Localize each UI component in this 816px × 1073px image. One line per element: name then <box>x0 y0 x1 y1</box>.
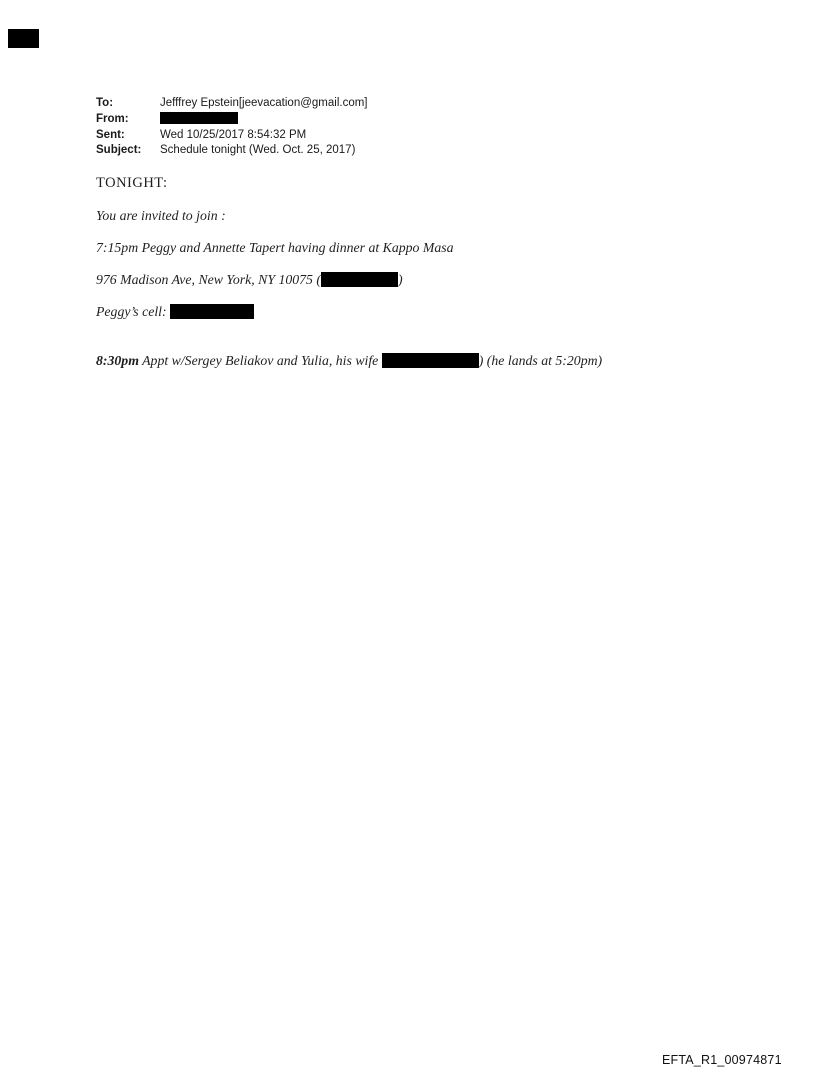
body-text-segment: 8:30pm <box>96 353 139 368</box>
body-text-segment: ) <box>397 272 403 287</box>
bates-number: EFTA_R1_00974871 <box>662 1053 782 1067</box>
redaction-bar <box>382 353 479 368</box>
header-field-value <box>160 111 238 127</box>
header-field-value: Schedule tonight (Wed. Oct. 25, 2017) <box>160 143 356 156</box>
header-field-value: Jefffrey Epstein[jeevacation@gmail.com] <box>160 97 368 109</box>
body-paragraph <box>96 208 756 224</box>
header-field-label: To: <box>96 97 114 109</box>
corner-redaction-mark <box>8 29 39 48</box>
header-field-label: Subject: <box>96 143 142 156</box>
header-field-label: Sent: <box>96 128 125 141</box>
email-body-paragraphs <box>96 208 756 369</box>
email-body <box>96 175 756 385</box>
body-paragraph <box>96 353 756 369</box>
body-text-segment: You are invited to join : <box>96 208 226 223</box>
email-header <box>96 96 368 158</box>
header-field-row <box>96 128 368 143</box>
header-field-value: Wed 10/25/2017 8:54:32 PM <box>160 128 307 141</box>
body-heading: TONIGHT: <box>96 175 168 191</box>
header-field-label: From: <box>96 113 129 126</box>
header-field-row <box>96 96 368 111</box>
header-field-row <box>96 143 368 158</box>
body-text-segment: 7:15pm Peggy and Annette Tapert having dinner at Kappo Masa <box>96 240 454 255</box>
redaction-bar <box>321 272 398 287</box>
body-paragraph <box>96 304 756 320</box>
body-text-segment: ) (he lands at 5:20pm) <box>478 353 603 368</box>
redaction-bar <box>170 304 254 319</box>
body-text-segment: 976 Madison Ave, New York, NY 10075 ( <box>96 272 321 287</box>
body-paragraph <box>96 272 756 288</box>
header-field-row <box>96 111 368 127</box>
body-text-segment: Appt w/Sergey Beliakov and Yulia, his wife <box>138 353 382 368</box>
body-text-segment: Peggy’s cell: <box>96 304 171 319</box>
body-paragraph <box>96 240 756 256</box>
redaction-bar <box>160 112 238 124</box>
